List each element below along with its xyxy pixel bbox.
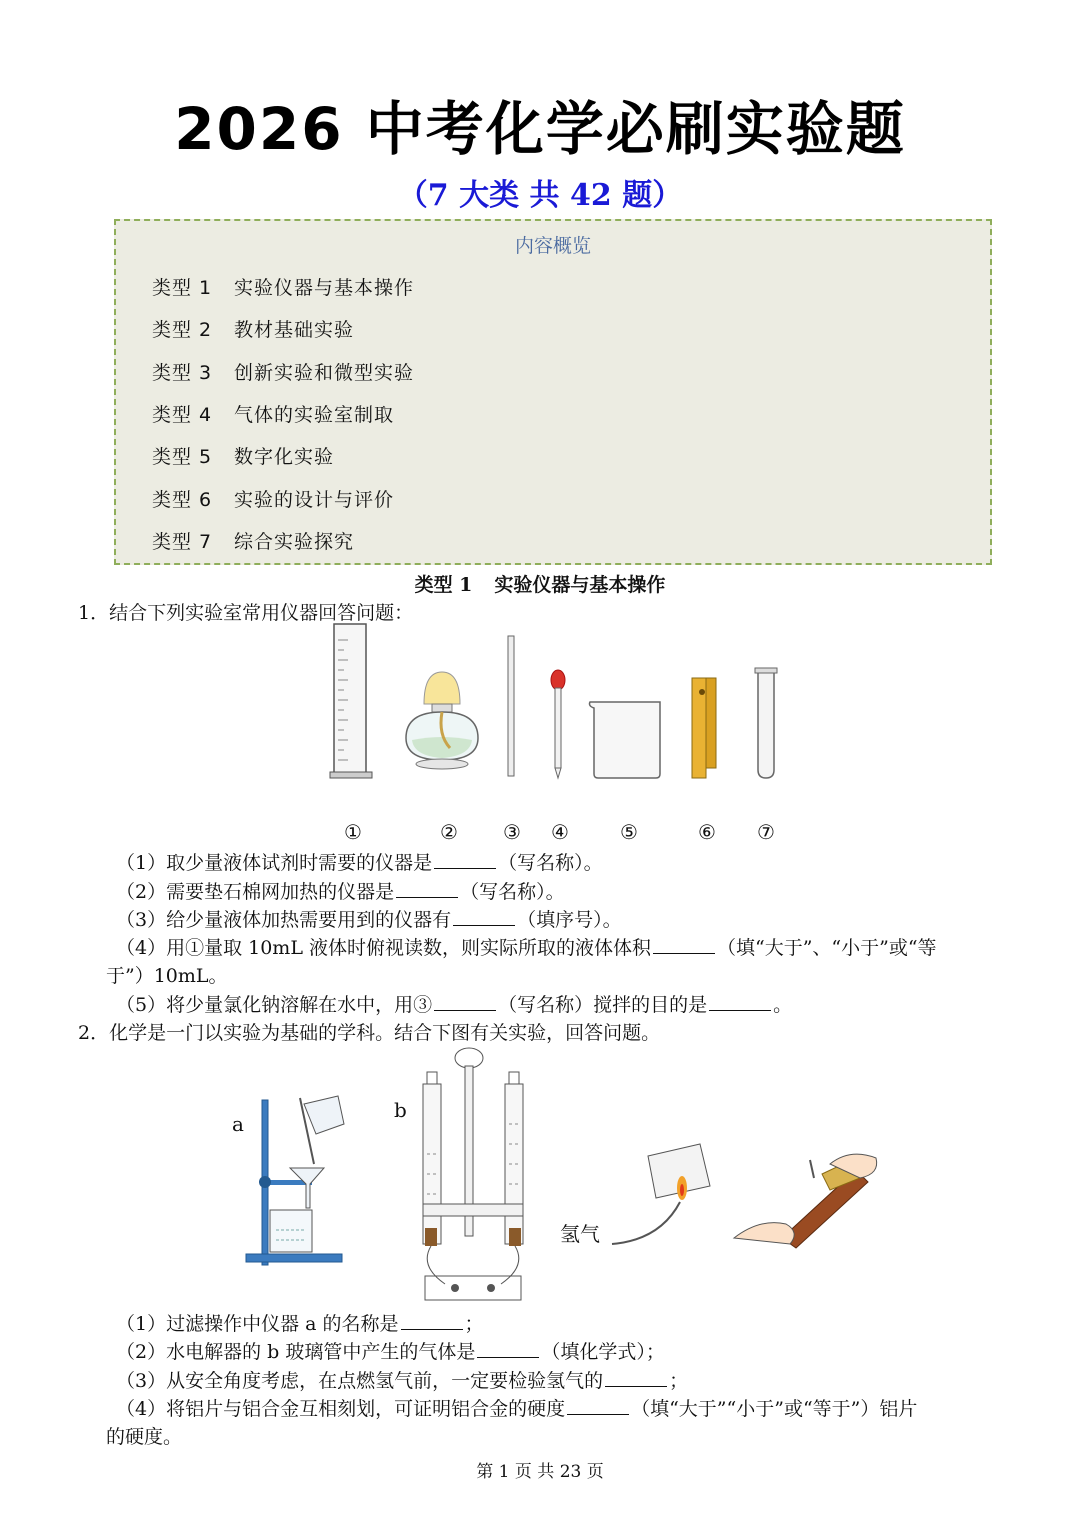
instrument-label: ③ xyxy=(503,820,521,844)
question-text: ； xyxy=(669,1370,689,1392)
answer-blank[interactable] xyxy=(605,1385,667,1387)
overview-item-label: 数字化实验 xyxy=(234,446,335,468)
question-text: （2）水电解器的 b 玻璃管中产生的气体是 xyxy=(116,1341,476,1363)
question-2-part-1 xyxy=(116,1309,484,1336)
glass-rod-illustration xyxy=(508,636,514,776)
section-num: 类型 1 xyxy=(414,574,473,596)
overview-item xyxy=(152,442,334,469)
graduated-cylinder-illustration xyxy=(330,624,372,778)
test-tube-holder-illustration xyxy=(692,678,716,778)
instrument-label: ⑤ xyxy=(620,820,638,844)
lab-instruments-figure xyxy=(320,620,790,790)
hydrogen-label: 氢气 xyxy=(560,1222,600,1246)
question-1-part-5 xyxy=(116,990,792,1017)
overview-item-num: 类型 4 xyxy=(152,404,213,426)
content-overview-box xyxy=(114,219,992,565)
question-1-part-3 xyxy=(116,905,622,932)
beaker-illustration xyxy=(590,702,661,778)
overview-item-num: 类型 7 xyxy=(152,531,213,553)
instrument-label: ④ xyxy=(551,820,569,844)
overview-item xyxy=(152,400,394,427)
overview-item-label: 实验的设计与评价 xyxy=(234,489,395,511)
question-2-part-4 xyxy=(116,1394,917,1421)
dropper-illustration xyxy=(551,670,565,778)
answer-blank[interactable] xyxy=(434,867,496,869)
instrument-label: ⑦ xyxy=(757,820,775,844)
answer-blank[interactable] xyxy=(396,896,458,898)
overview-item-label: 实验仪器与基本操作 xyxy=(234,277,415,299)
overview-item-label: 创新实验和微型实验 xyxy=(234,362,415,384)
instrument-label: ② xyxy=(440,820,458,844)
question-text: 。 xyxy=(773,994,793,1016)
question-1-stem: 1．结合下列实验室常用仪器回答问题： xyxy=(78,602,414,624)
question-text: （1）过滤操作中仪器 a 的名称是 xyxy=(116,1313,399,1335)
question-2-part-3 xyxy=(116,1366,688,1393)
page-subtitle: （7 大类 共 42 题） xyxy=(397,178,683,213)
overview-item-num: 类型 5 xyxy=(152,446,213,468)
instrument-label: ⑥ xyxy=(698,820,716,844)
question-text: （1）取少量液体试剂时需要的仪器是 xyxy=(116,852,433,874)
overview-item xyxy=(152,358,414,385)
overview-item xyxy=(152,527,354,554)
question-text: （4）将铝片与铝合金互相刻划，可证明铝合金的硬度 xyxy=(116,1398,566,1420)
overview-item-num: 类型 1 xyxy=(152,277,213,299)
answer-blank[interactable] xyxy=(653,952,715,954)
question-text: （3）给少量液体加热需要用到的仪器有 xyxy=(116,909,452,931)
overview-heading: 内容概览 xyxy=(514,235,591,257)
hydrogen-combustion-figure xyxy=(600,1140,720,1250)
question-2-part-4-cont: 的硬度。 xyxy=(106,1426,183,1448)
overview-item-num: 类型 2 xyxy=(152,319,213,341)
figure-label-a: a xyxy=(232,1112,244,1136)
page-title: 2026 中考化学必刷实验题 xyxy=(174,95,906,163)
aluminum-scratch-test-figure xyxy=(730,1148,880,1248)
answer-blank[interactable] xyxy=(453,924,515,926)
alcohol-lamp-illustration xyxy=(406,672,478,769)
question-text: （写名称）。 xyxy=(498,852,603,874)
question-text: （填化学式）； xyxy=(541,1341,665,1363)
overview-item xyxy=(152,273,414,300)
question-1-part-4 xyxy=(116,933,937,960)
question-1-part-1 xyxy=(116,848,603,875)
water-electrolyzer-figure xyxy=(405,1044,535,1306)
overview-item-label: 气体的实验室制取 xyxy=(234,404,395,426)
answer-blank[interactable] xyxy=(709,1009,771,1011)
question-text: （4）用①量取 10mL 液体时俯视读数，则实际所取的液体体积 xyxy=(116,937,651,959)
question-text: （填序号）。 xyxy=(517,909,622,931)
test-tube-illustration xyxy=(755,668,777,778)
filtration-apparatus-figure xyxy=(240,1090,350,1270)
question-text: （写名称）。 xyxy=(460,881,565,903)
overview-item-num: 类型 3 xyxy=(152,362,213,384)
question-text: （3）从安全角度考虑，在点燃氢气前，一定要检验氢气的 xyxy=(116,1370,604,1392)
question-text: （填“大于”、“小于”或“等 xyxy=(716,937,937,959)
question-text: （填“大于”“小于”或“等于”）铝片 xyxy=(631,1398,918,1420)
instrument-label: ① xyxy=(344,820,362,844)
overview-item-label: 综合实验探究 xyxy=(234,531,355,553)
overview-item xyxy=(152,315,354,342)
answer-blank[interactable] xyxy=(477,1356,539,1358)
page-footer: 第 1 页 共 23 页 xyxy=(476,1462,604,1482)
question-text: ； xyxy=(464,1313,484,1335)
figure-label-b: b xyxy=(394,1098,407,1122)
section-heading xyxy=(0,570,1080,597)
answer-blank[interactable] xyxy=(434,1009,496,1011)
overview-item-num: 类型 6 xyxy=(152,489,213,511)
question-text: （写名称）搅拌的目的是 xyxy=(498,994,708,1016)
question-1-part-2 xyxy=(116,877,565,904)
overview-item xyxy=(152,485,394,512)
answer-blank[interactable] xyxy=(401,1328,463,1330)
question-text: （2）需要垫石棉网加热的仪器是 xyxy=(116,881,395,903)
answer-blank[interactable] xyxy=(567,1413,629,1415)
question-2-stem: 2．化学是一门以实验为基础的学科。结合下图有关实验，回答问题。 xyxy=(78,1022,661,1044)
question-2-part-2 xyxy=(116,1337,665,1364)
question-text: （5）将少量氯化钠溶解在水中，用③ xyxy=(116,994,433,1016)
section-label: 实验仪器与基本操作 xyxy=(494,574,666,596)
overview-item-label: 教材基础实验 xyxy=(234,319,355,341)
question-1-part-4-cont: 于”）10mL。 xyxy=(106,965,228,987)
